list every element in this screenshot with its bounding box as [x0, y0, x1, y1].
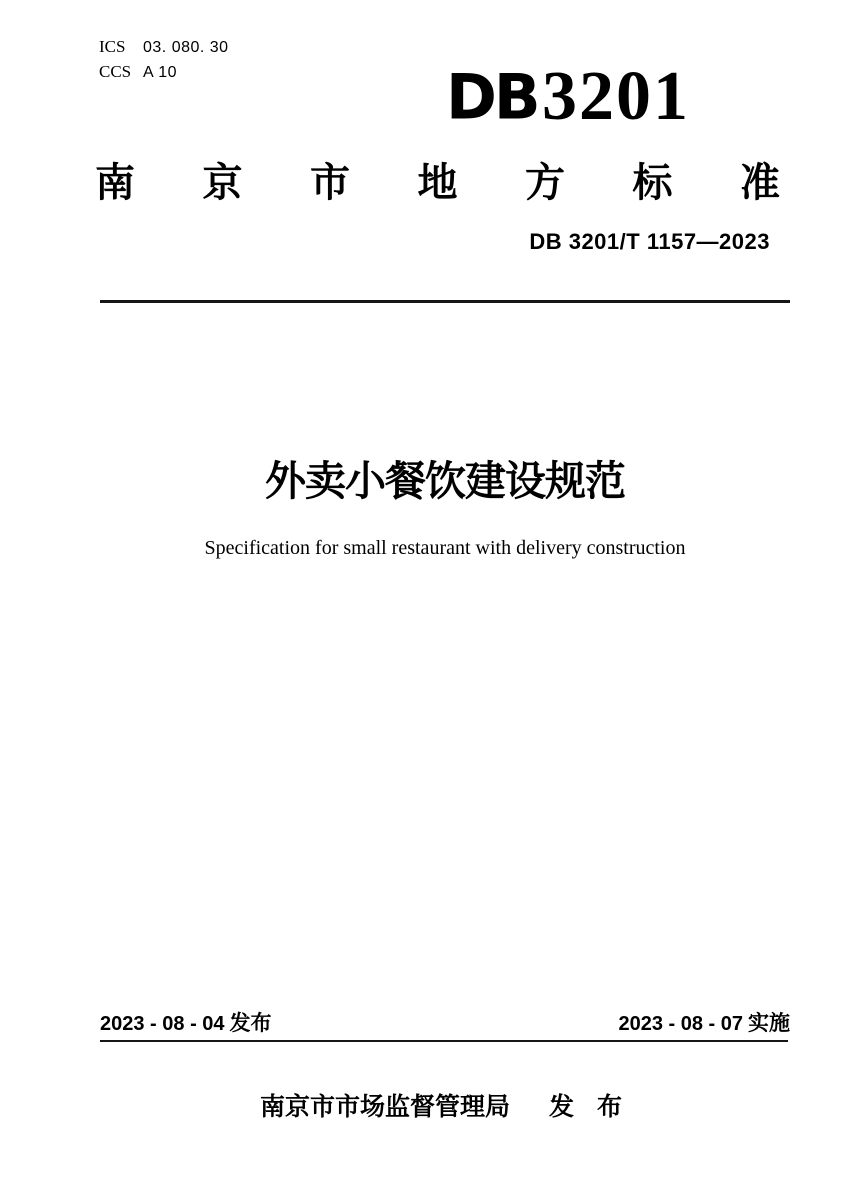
- ics-label: ICS: [99, 37, 126, 56]
- standard-type-char: 南: [95, 161, 135, 205]
- publisher-line: [100, 1094, 790, 1122]
- footer-dates-row: [100, 1012, 790, 1035]
- standard-type-title: [95, 163, 780, 203]
- document-title-en: Specification for small restaurant with delivery construction: [204, 537, 686, 559]
- standard-type-char: 准: [740, 161, 780, 205]
- implement-date-group: [618, 1012, 790, 1035]
- footer-rule: [100, 1040, 788, 1042]
- publisher-name: 南京市市场监督管理局: [260, 1093, 511, 1121]
- standard-type-char: 京: [202, 161, 243, 205]
- ccs-value: A 10: [143, 64, 178, 81]
- standard-type-char: 地: [417, 161, 458, 205]
- standard-type-char: 标: [632, 161, 673, 205]
- logo-db-prefix: DB: [446, 60, 538, 134]
- ccs-label: CCS: [99, 62, 132, 81]
- standard-type-char: 市: [310, 161, 350, 205]
- ics-value: 03. 080. 30: [143, 39, 229, 56]
- document-title-cn: 外卖小餐饮建设规范: [265, 458, 625, 504]
- standard-number: DB 3201/T 1157—2023: [529, 229, 770, 254]
- logo-region-code: 3201: [541, 58, 690, 135]
- standard-type-char: 方: [525, 161, 565, 205]
- ics-code-row: [99, 38, 229, 56]
- issue-date-label: 发布: [229, 1012, 272, 1035]
- header-rule: [100, 300, 790, 303]
- publish-label: 发 布: [549, 1093, 630, 1121]
- issue-date-group: [100, 1012, 272, 1035]
- issue-date: 2023 - 08 - 04: [100, 1013, 225, 1035]
- ccs-code-row: [99, 63, 229, 81]
- classification-codes: [99, 38, 229, 88]
- implement-date-label: 实施: [748, 1012, 790, 1035]
- db-standard-logo: [446, 58, 690, 135]
- implement-date: 2023 - 08 - 07: [618, 1013, 743, 1035]
